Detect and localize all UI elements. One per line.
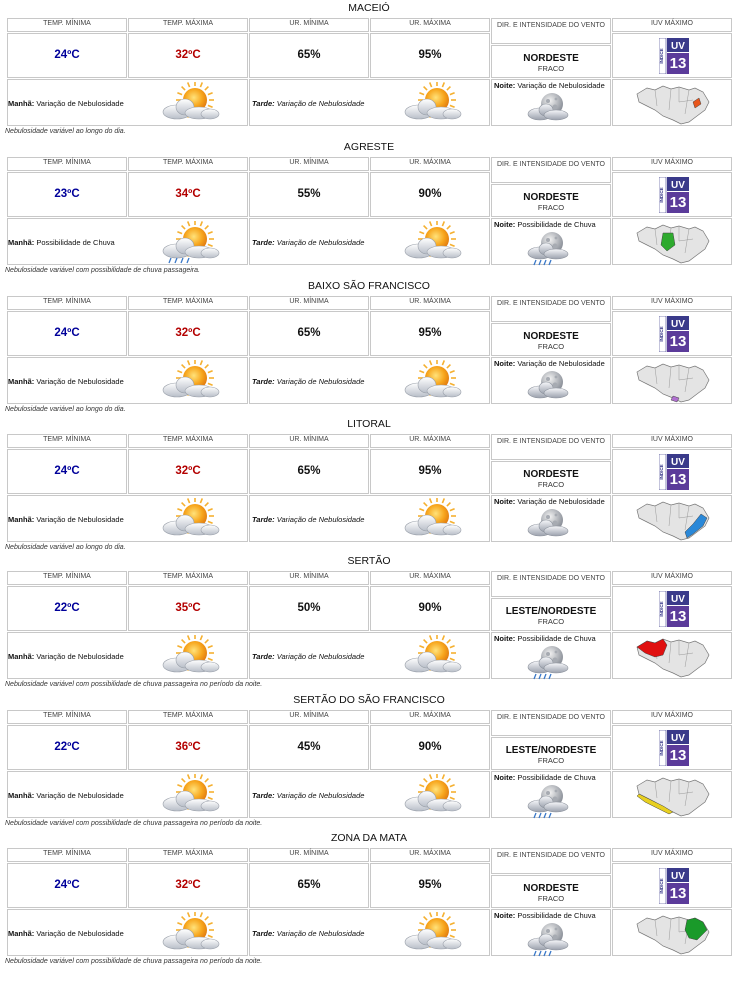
region-title: SERTÃO DO SÃO FRANCISCO (293, 694, 445, 706)
iuv-header: IUV MÁXIMO (612, 848, 732, 862)
wind-intensity: FRACO (537, 480, 565, 489)
ur-min-value: 50% (249, 586, 369, 631)
svg-text:ÍNDICE: ÍNDICE (659, 326, 664, 342)
ur-max-value: 95% (370, 863, 490, 908)
temp-max-header: TEMP. MÁXIMA (128, 157, 248, 171)
night-label: Noite: (494, 81, 516, 90)
morning-text: Manhã: Possibilidade de Chuva (8, 238, 115, 247)
afternoon-cell (249, 495, 490, 542)
temp-min-header: TEMP. MÍNIMA (7, 157, 127, 171)
morning-label: Manhã: (8, 929, 35, 938)
morning-cell (7, 909, 248, 956)
morning-text: Manhã: Variação de Nebulosidade (8, 99, 124, 108)
ur-max-value: 90% (370, 172, 490, 217)
ur-max-header: UR. MÁXIMA (370, 848, 490, 862)
uv-cell (612, 33, 732, 78)
wind-intensity: FRACO (537, 342, 565, 351)
morning-label: Manhã: (8, 515, 35, 524)
ur-max-value: 90% (370, 586, 490, 631)
night-weather-icon (522, 89, 582, 129)
iuv-header: IUV MÁXIMO (612, 710, 732, 724)
ur-min-header: UR. MÍNIMA (249, 571, 369, 585)
ur-min-value: 45% (249, 725, 369, 770)
morning-label: Manhã: (8, 652, 35, 661)
region-block (0, 830, 738, 969)
region-block (0, 278, 738, 417)
region-block (0, 416, 738, 555)
region-note: Nebulosidade variável ao longo do dia. (5, 406, 126, 413)
uv-cell (612, 172, 732, 217)
morning-text: Manhã: Variação de Nebulosidade (8, 791, 124, 800)
wind-direction: NORDESTE (523, 331, 579, 342)
wind-header: DIR. E INTENSIDADE DO VENTO (491, 18, 611, 44)
iuv-header: IUV MÁXIMO (612, 296, 732, 310)
wind-header: DIR. E INTENSIDADE DO VENTO (491, 710, 611, 736)
night-text: Noite: Possibilidade de Chuva (494, 220, 596, 229)
svg-text:UV: UV (671, 180, 685, 191)
afternoon-weather-icon (397, 912, 467, 956)
night-cell (491, 495, 611, 542)
temp-min-value: 23ºC (7, 172, 127, 217)
afternoon-cell (249, 357, 490, 404)
iuv-header: IUV MÁXIMO (612, 434, 732, 448)
alagoas-map-icon (633, 358, 713, 406)
afternoon-text: Tarde: Variação de Nebulosidade (252, 99, 365, 108)
temp-max-header: TEMP. MÁXIMA (128, 434, 248, 448)
night-text: Noite: Variação de Nebulosidade (494, 359, 605, 368)
svg-text:UV: UV (671, 457, 685, 468)
afternoon-label: Tarde: (252, 515, 275, 524)
temp-max-value: 34ºC (128, 172, 248, 217)
region-title: SERTÃO (347, 555, 391, 567)
temp-min-value: 22ºC (7, 725, 127, 770)
uv-index-icon (659, 591, 689, 627)
night-text: Noite: Possibilidade de Chuva (494, 773, 596, 782)
night-weather-icon (522, 505, 582, 545)
iuv-header: IUV MÁXIMO (612, 18, 732, 32)
wind-header: DIR. E INTENSIDADE DO VENTO (491, 571, 611, 597)
wind-intensity: FRACO (537, 756, 565, 765)
ur-min-value: 65% (249, 863, 369, 908)
temp-min-header: TEMP. MÍNIMA (7, 710, 127, 724)
temp-max-value: 32ºC (128, 449, 248, 494)
temp-min-value: 22ºC (7, 586, 127, 631)
afternoon-text: Tarde: Variação de Nebulosidade (252, 515, 365, 524)
uv-cell (612, 725, 732, 770)
region-block (0, 0, 738, 139)
alagoas-map-icon (633, 633, 713, 681)
svg-text:ÍNDICE: ÍNDICE (659, 740, 664, 756)
svg-text:UV: UV (671, 594, 685, 605)
temp-max-value: 32ºC (128, 33, 248, 78)
afternoon-weather-icon (397, 82, 467, 126)
wind-header: DIR. E INTENSIDADE DO VENTO (491, 296, 611, 322)
region-map-cell (612, 632, 732, 679)
temp-max-header: TEMP. MÁXIMA (128, 848, 248, 862)
temp-max-value: 32ºC (128, 311, 248, 356)
region-title: AGRESTE (343, 141, 395, 153)
region-map-cell (612, 357, 732, 404)
wind-direction: NORDESTE (523, 53, 579, 64)
uv-value: 13 (669, 333, 687, 350)
night-cell (491, 771, 611, 818)
afternoon-label: Tarde: (252, 929, 275, 938)
region-block (0, 553, 738, 692)
wind-direction: NORDESTE (523, 883, 579, 894)
night-cell (491, 357, 611, 404)
wind-intensity: FRACO (537, 64, 565, 73)
uv-index-icon (659, 454, 689, 490)
ur-min-header: UR. MÍNIMA (249, 296, 369, 310)
morning-text: Manhã: Variação de Nebulosidade (8, 515, 124, 524)
wind-cell (491, 875, 611, 908)
ur-min-value: 65% (249, 311, 369, 356)
morning-label: Manhã: (8, 238, 35, 247)
uv-cell (612, 863, 732, 908)
region-title: LITORAL (347, 418, 391, 430)
uv-value: 13 (669, 55, 687, 72)
afternoon-weather-icon (397, 635, 467, 679)
region-block (0, 139, 738, 278)
night-label: Noite: (494, 497, 516, 506)
night-weather-icon (522, 781, 582, 821)
night-cell (491, 218, 611, 265)
wind-cell (491, 323, 611, 356)
ur-max-header: UR. MÁXIMA (370, 710, 490, 724)
morning-cell (7, 357, 248, 404)
temp-max-value: 35ºC (128, 586, 248, 631)
afternoon-weather-icon (397, 498, 467, 542)
uv-index-icon (659, 38, 689, 74)
wind-direction: NORDESTE (523, 192, 579, 203)
wind-intensity: FRACO (537, 894, 565, 903)
svg-text:UV: UV (671, 733, 685, 744)
ur-min-header: UR. MÍNIMA (249, 157, 369, 171)
uv-value: 13 (669, 194, 687, 211)
temp-max-value: 36ºC (128, 725, 248, 770)
svg-text:ÍNDICE: ÍNDICE (659, 878, 664, 894)
ur-min-header: UR. MÍNIMA (249, 434, 369, 448)
morning-cell (7, 218, 248, 265)
night-text: Noite: Possibilidade de Chuva (494, 911, 596, 920)
morning-weather-icon (155, 635, 225, 679)
night-text: Noite: Variação de Nebulosidade (494, 497, 605, 506)
morning-cell (7, 632, 248, 679)
afternoon-text: Tarde: Variação de Nebulosidade (252, 929, 365, 938)
night-cell (491, 909, 611, 956)
region-map-cell (612, 218, 732, 265)
ur-min-value: 65% (249, 449, 369, 494)
svg-text:UV: UV (671, 41, 685, 52)
region-title: ZONA DA MATA (330, 832, 408, 844)
wind-cell (491, 45, 611, 78)
wind-cell (491, 461, 611, 494)
region-note: Nebulosidade variável com possibilidade de chuva passageira no período da noite. (5, 681, 263, 688)
wind-cell (491, 598, 611, 631)
afternoon-cell (249, 79, 490, 126)
temp-max-value: 32ºC (128, 863, 248, 908)
temp-max-header: TEMP. MÁXIMA (128, 18, 248, 32)
temp-max-header: TEMP. MÁXIMA (128, 710, 248, 724)
region-map-cell (612, 909, 732, 956)
afternoon-weather-icon (397, 774, 467, 818)
night-label: Noite: (494, 911, 516, 920)
temp-min-value: 24ºC (7, 311, 127, 356)
region-map-cell (612, 495, 732, 542)
morning-weather-icon (155, 912, 225, 956)
wind-direction: LESTE/NORDESTE (505, 606, 597, 617)
morning-cell (7, 79, 248, 126)
ur-max-value: 90% (370, 725, 490, 770)
ur-min-value: 65% (249, 33, 369, 78)
wind-header: DIR. E INTENSIDADE DO VENTO (491, 157, 611, 183)
wind-direction: LESTE/NORDESTE (505, 745, 597, 756)
night-weather-icon (522, 367, 582, 407)
uv-index-icon (659, 316, 689, 352)
temp-min-header: TEMP. MÍNIMA (7, 18, 127, 32)
svg-text:ÍNDICE: ÍNDICE (659, 187, 664, 203)
afternoon-weather-icon (397, 360, 467, 404)
night-label: Noite: (494, 220, 516, 229)
ur-min-header: UR. MÍNIMA (249, 18, 369, 32)
night-cell (491, 632, 611, 679)
morning-label: Manhã: (8, 791, 35, 800)
night-label: Noite: (494, 773, 516, 782)
afternoon-weather-icon (397, 221, 467, 265)
region-note: Nebulosidade variável ao longo do dia. (5, 128, 126, 135)
morning-text: Manhã: Variação de Nebulosidade (8, 377, 124, 386)
morning-cell (7, 771, 248, 818)
wind-direction: NORDESTE (523, 469, 579, 480)
wind-cell (491, 737, 611, 770)
uv-value: 13 (669, 471, 687, 488)
night-text: Noite: Possibilidade de Chuva (494, 634, 596, 643)
afternoon-text: Tarde: Variação de Nebulosidade (252, 791, 365, 800)
morning-weather-icon (155, 774, 225, 818)
night-cell (491, 79, 611, 126)
region-note: Nebulosidade variável ao longo do dia. (5, 544, 126, 551)
temp-min-header: TEMP. MÍNIMA (7, 848, 127, 862)
svg-text:ÍNDICE: ÍNDICE (659, 601, 664, 617)
morning-weather-icon (155, 221, 225, 265)
svg-text:ÍNDICE: ÍNDICE (659, 48, 664, 64)
morning-weather-icon (155, 82, 225, 126)
uv-value: 13 (669, 885, 687, 902)
afternoon-text: Tarde: Variação de Nebulosidade (252, 652, 365, 661)
afternoon-label: Tarde: (252, 791, 275, 800)
uv-cell (612, 449, 732, 494)
afternoon-label: Tarde: (252, 99, 275, 108)
afternoon-label: Tarde: (252, 652, 275, 661)
wind-header: DIR. E INTENSIDADE DO VENTO (491, 848, 611, 874)
ur-max-header: UR. MÁXIMA (370, 18, 490, 32)
uv-cell (612, 311, 732, 356)
afternoon-text: Tarde: Variação de Nebulosidade (252, 377, 365, 386)
region-note: Nebulosidade variável com possibilidade de chuva passageira no período da noite. (5, 958, 263, 965)
temp-min-header: TEMP. MÍNIMA (7, 296, 127, 310)
morning-label: Manhã: (8, 377, 35, 386)
night-weather-icon (522, 228, 582, 268)
wind-header: DIR. E INTENSIDADE DO VENTO (491, 434, 611, 460)
svg-text:UV: UV (671, 319, 685, 330)
afternoon-cell (249, 632, 490, 679)
temp-max-header: TEMP. MÁXIMA (128, 296, 248, 310)
ur-max-value: 95% (370, 311, 490, 356)
uv-value: 13 (669, 608, 687, 625)
morning-weather-icon (155, 360, 225, 404)
uv-index-icon (659, 177, 689, 213)
region-title: MACEIÓ (348, 2, 390, 14)
wind-intensity: FRACO (537, 617, 565, 626)
alagoas-map-icon (633, 219, 713, 267)
afternoon-cell (249, 771, 490, 818)
alagoas-map-icon (633, 496, 713, 544)
wind-cell (491, 184, 611, 217)
ur-max-header: UR. MÁXIMA (370, 157, 490, 171)
afternoon-label: Tarde: (252, 238, 275, 247)
temp-max-header: TEMP. MÁXIMA (128, 571, 248, 585)
afternoon-label: Tarde: (252, 377, 275, 386)
region-note: Nebulosidade variável com possibilidade de chuva passageira. (5, 267, 200, 274)
ur-max-value: 95% (370, 33, 490, 78)
svg-text:UV: UV (671, 871, 685, 882)
morning-weather-icon (155, 498, 225, 542)
afternoon-cell (249, 909, 490, 956)
region-block (0, 692, 738, 831)
night-label: Noite: (494, 634, 516, 643)
night-label: Noite: (494, 359, 516, 368)
ur-max-value: 95% (370, 449, 490, 494)
temp-min-value: 24ºC (7, 863, 127, 908)
ur-min-value: 55% (249, 172, 369, 217)
region-map-cell (612, 79, 732, 126)
afternoon-cell (249, 218, 490, 265)
night-weather-icon (522, 642, 582, 682)
ur-max-header: UR. MÁXIMA (370, 296, 490, 310)
alagoas-map-icon (633, 80, 713, 128)
alagoas-map-icon (633, 910, 713, 958)
morning-label: Manhã: (8, 99, 35, 108)
afternoon-text: Tarde: Variação de Nebulosidade (252, 238, 365, 247)
temp-min-header: TEMP. MÍNIMA (7, 434, 127, 448)
region-note: Nebulosidade variável com possibilidade de chuva passageira no período da noite. (5, 820, 263, 827)
uv-cell (612, 586, 732, 631)
region-title: BAIXO SÃO FRANCISCO (308, 280, 430, 292)
night-weather-icon (522, 919, 582, 959)
night-text: Noite: Variação de Nebulosidade (494, 81, 605, 90)
uv-value: 13 (669, 747, 687, 764)
uv-index-icon (659, 868, 689, 904)
temp-min-value: 24ºC (7, 33, 127, 78)
uv-index-icon (659, 730, 689, 766)
morning-text: Manhã: Variação de Nebulosidade (8, 929, 124, 938)
region-map-cell (612, 771, 732, 818)
iuv-header: IUV MÁXIMO (612, 157, 732, 171)
ur-min-header: UR. MÍNIMA (249, 710, 369, 724)
ur-max-header: UR. MÁXIMA (370, 434, 490, 448)
temp-min-value: 24ºC (7, 449, 127, 494)
morning-text: Manhã: Variação de Nebulosidade (8, 652, 124, 661)
temp-min-header: TEMP. MÍNIMA (7, 571, 127, 585)
svg-text:ÍNDICE: ÍNDICE (659, 464, 664, 480)
morning-cell (7, 495, 248, 542)
alagoas-map-icon (633, 772, 713, 820)
iuv-header: IUV MÁXIMO (612, 571, 732, 585)
wind-intensity: FRACO (537, 203, 565, 212)
ur-min-header: UR. MÍNIMA (249, 848, 369, 862)
ur-max-header: UR. MÁXIMA (370, 571, 490, 585)
